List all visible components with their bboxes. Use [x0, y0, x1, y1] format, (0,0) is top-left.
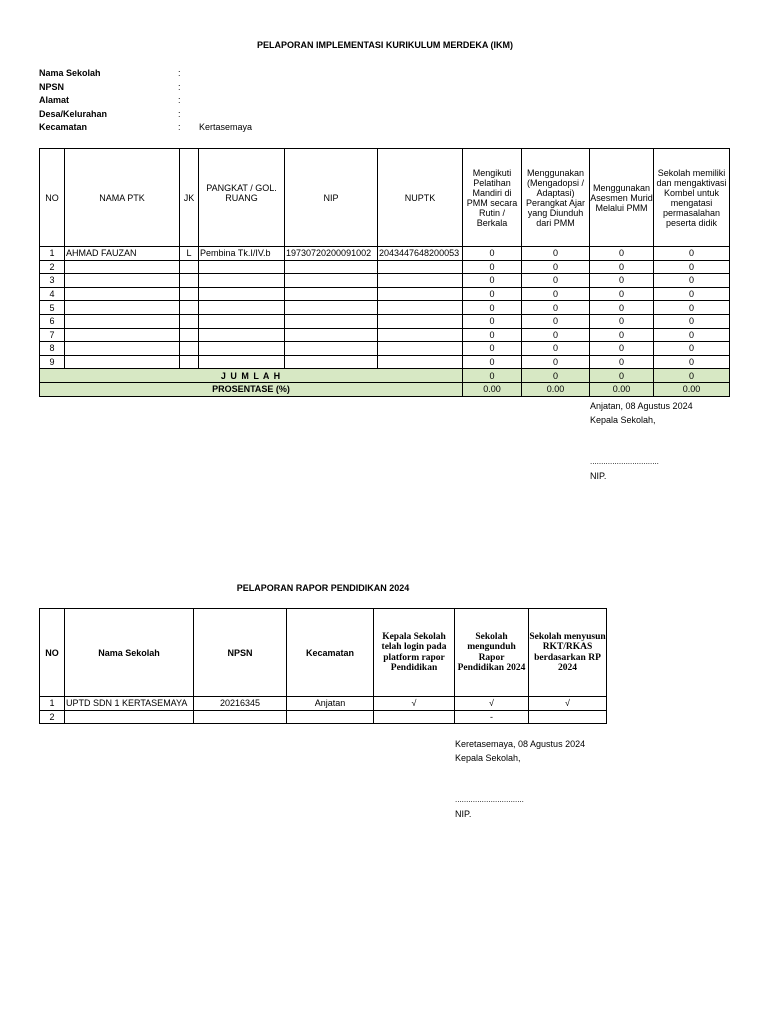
header-asesmen: Menggunakan Asesmen Murid Melalui PMM	[590, 149, 654, 247]
pelatihan-cell: 0	[463, 314, 522, 328]
asesmen-cell: 0	[590, 355, 654, 369]
unduh-rapor-cell: -	[455, 710, 529, 724]
perangkat-ajar-cell: 0	[522, 274, 590, 288]
nip-cell	[285, 342, 378, 356]
kombel-cell: 0	[654, 314, 730, 328]
signature-block-2	[455, 737, 585, 821]
nuptk-cell	[378, 260, 463, 274]
signature-role: Kepala Sekolah,	[455, 753, 521, 763]
table-row	[40, 710, 607, 724]
info-colon: :	[178, 95, 181, 106]
prosentase-row	[40, 382, 730, 396]
nama-ptk-cell	[65, 301, 180, 315]
pangkat-cell	[199, 301, 285, 315]
ikm-header-row	[40, 149, 730, 247]
pelatihan-cell: 0	[463, 355, 522, 369]
perangkat-ajar-cell: 0	[522, 287, 590, 301]
nama-ptk-cell	[65, 287, 180, 301]
npsn-cell	[194, 710, 287, 724]
kecamatan-cell: Anjatan	[287, 697, 374, 711]
nama-ptk-cell	[65, 328, 180, 342]
header-no: NO	[40, 609, 65, 697]
prosentase-value: 0.00	[522, 382, 590, 396]
kombel-cell: 0	[654, 328, 730, 342]
perangkat-ajar-cell: 0	[522, 247, 590, 261]
info-colon: :	[178, 68, 181, 78]
row-no: 9	[40, 355, 65, 369]
kombel-cell: 0	[654, 342, 730, 356]
perangkat-ajar-cell: 0	[522, 301, 590, 315]
nip-cell	[285, 328, 378, 342]
pelatihan-cell: 0	[463, 274, 522, 288]
table-row	[40, 342, 730, 356]
table-row	[40, 328, 730, 342]
info-nama-sekolah	[39, 67, 299, 81]
kombel-cell: 0	[654, 247, 730, 261]
kombel-cell: 0	[654, 355, 730, 369]
info-value: Kertasemaya	[199, 122, 253, 133]
row-no: 3	[40, 274, 65, 288]
header-nama-sekolah: Nama Sekolah	[65, 609, 194, 697]
asesmen-cell: 0	[590, 301, 654, 315]
nip-cell	[285, 355, 378, 369]
row-no: 2	[40, 710, 65, 724]
nama-ptk-cell: AHMAD FAUZAN	[65, 247, 180, 261]
rapor-table	[39, 608, 607, 724]
report1-title: PELAPORAN IMPLEMENTASI KURIKULUM MERDEKA (IKM)	[257, 40, 513, 50]
table-row	[40, 247, 730, 261]
header-nama-ptk: NAMA PTK	[65, 149, 180, 247]
kombel-cell: 0	[654, 274, 730, 288]
nama-ptk-cell	[65, 314, 180, 328]
login-rapor-cell: √	[374, 697, 455, 711]
perangkat-ajar-cell: 0	[522, 314, 590, 328]
header-no: NO	[40, 149, 65, 247]
pelatihan-cell: 0	[463, 342, 522, 356]
nip-cell	[285, 260, 378, 274]
kombel-cell: 0	[654, 287, 730, 301]
signature-role: Kepala Sekolah,	[590, 415, 656, 425]
header-nuptk: NUPTK	[378, 149, 463, 247]
header-jk: JK	[180, 149, 199, 247]
pelatihan-cell: 0	[463, 247, 522, 261]
info-desa	[39, 108, 299, 122]
info-colon: :	[178, 122, 181, 133]
nama-sekolah-cell: UPTD SDN 1 KERTASEMAYA	[65, 697, 194, 711]
pangkat-cell	[199, 328, 285, 342]
kombel-cell: 0	[654, 260, 730, 274]
perangkat-ajar-cell: 0	[522, 260, 590, 274]
jumlah-value: 0	[522, 369, 590, 383]
jumlah-row	[40, 369, 730, 383]
row-no: 5	[40, 301, 65, 315]
school-info	[39, 67, 299, 135]
asesmen-cell: 0	[590, 342, 654, 356]
nip-cell	[285, 314, 378, 328]
header-nip: NIP	[285, 149, 378, 247]
table-row	[40, 260, 730, 274]
asesmen-cell: 0	[590, 247, 654, 261]
jumlah-value: 0	[654, 369, 730, 383]
jk-cell	[180, 301, 199, 315]
report2-title: PELAPORAN RAPOR PENDIDIKAN 2024	[236, 583, 410, 593]
pangkat-cell	[199, 287, 285, 301]
ikm-table	[39, 148, 730, 397]
login-rapor-cell	[374, 710, 455, 724]
signature-block-1	[590, 399, 693, 483]
jumlah-value: 0	[590, 369, 654, 383]
info-colon: :	[178, 108, 181, 119]
npsn-cell: 20216345	[194, 697, 287, 711]
nuptk-cell	[378, 314, 463, 328]
prosentase-value: 0.00	[654, 382, 730, 396]
signature-nip: NIP.	[590, 471, 607, 481]
table-row	[40, 301, 730, 315]
info-npsn	[39, 81, 299, 95]
row-no: 8	[40, 342, 65, 356]
nuptk-cell	[378, 301, 463, 315]
info-colon: :	[178, 81, 181, 92]
info-label: Desa/Kelurahan	[39, 108, 108, 119]
row-no: 1	[40, 697, 65, 711]
pangkat-cell	[199, 355, 285, 369]
kecamatan-cell	[287, 710, 374, 724]
signature-line: ...............................	[455, 795, 524, 804]
nama-ptk-cell	[65, 260, 180, 274]
jk-cell	[180, 328, 199, 342]
nama-ptk-cell	[65, 342, 180, 356]
row-no: 7	[40, 328, 65, 342]
nama-sekolah-cell	[65, 710, 194, 724]
nip-cell	[285, 301, 378, 315]
pangkat-cell: Pembina Tk.I/IV.b	[199, 247, 285, 261]
perangkat-ajar-cell: 0	[522, 328, 590, 342]
nuptk-cell	[378, 342, 463, 356]
perangkat-ajar-cell: 0	[522, 355, 590, 369]
prosentase-label: PROSENTASE (%)	[40, 382, 463, 396]
header-unduh-rapor: Sekolah mengunduh Rapor Pendidikan 2024	[455, 609, 529, 697]
prosentase-value: 0.00	[463, 382, 522, 396]
rapor-header-row	[40, 609, 607, 697]
nuptk-cell: 2043447648200053	[378, 247, 463, 261]
nuptk-cell	[378, 355, 463, 369]
perangkat-ajar-cell: 0	[522, 342, 590, 356]
pelatihan-cell: 0	[463, 287, 522, 301]
nuptk-cell	[378, 287, 463, 301]
nuptk-cell	[378, 328, 463, 342]
info-label: Alamat	[39, 95, 70, 106]
asesmen-cell: 0	[590, 328, 654, 342]
info-alamat	[39, 94, 299, 108]
table-row	[40, 274, 730, 288]
nama-ptk-cell	[65, 274, 180, 288]
jumlah-label: J U M L A H	[40, 369, 463, 383]
pelatihan-cell: 0	[463, 328, 522, 342]
jk-cell	[180, 274, 199, 288]
header-npsn: NPSN	[194, 609, 287, 697]
table-row	[40, 355, 730, 369]
jk-cell	[180, 260, 199, 274]
jk-cell	[180, 342, 199, 356]
pangkat-cell	[199, 274, 285, 288]
rkt-rkas-cell: √	[529, 697, 607, 711]
prosentase-value: 0.00	[590, 382, 654, 396]
jk-cell	[180, 287, 199, 301]
header-kecamatan: Kecamatan	[287, 609, 374, 697]
info-label: Kecamatan	[39, 122, 88, 133]
row-no: 4	[40, 287, 65, 301]
header-kombel: Sekolah memiliki dan mengaktivasi Kombel untuk mengatasi permasalahan peserta didik	[654, 149, 730, 247]
nip-cell	[285, 274, 378, 288]
pelatihan-cell: 0	[463, 260, 522, 274]
asesmen-cell: 0	[590, 287, 654, 301]
jk-cell	[180, 314, 199, 328]
asesmen-cell: 0	[590, 314, 654, 328]
pangkat-cell	[199, 260, 285, 274]
info-kecamatan	[39, 121, 299, 135]
table-row	[40, 287, 730, 301]
signature-place-date: Keretasemaya, 08 Agustus 2024	[455, 739, 586, 749]
table-row	[40, 314, 730, 328]
jk-cell: L	[180, 247, 199, 261]
kombel-cell: 0	[654, 301, 730, 315]
header-login-rapor: Kepala Sekolah telah login pada platform rapor Pendidikan	[374, 609, 455, 697]
table-row	[40, 697, 607, 711]
jumlah-value: 0	[463, 369, 522, 383]
header-perangkat-ajar: Menggunakan (Mengadopsi / Adaptasi) Perangkat Ajar yang Diunduh dari PMM	[522, 149, 590, 247]
nuptk-cell	[378, 274, 463, 288]
asesmen-cell: 0	[590, 260, 654, 274]
signature-place-date: Anjatan, 08 Agustus 2024	[590, 401, 693, 411]
pelatihan-cell: 0	[463, 301, 522, 315]
info-label: NPSN	[39, 81, 65, 92]
pangkat-cell	[199, 342, 285, 356]
nip-cell	[285, 287, 378, 301]
header-rkt-rkas: Sekolah menyusun RKT/RKAS berdasarkan RP 2024	[529, 609, 607, 697]
row-no: 1	[40, 247, 65, 261]
pangkat-cell	[199, 314, 285, 328]
info-label: Nama Sekolah	[39, 68, 101, 78]
signature-nip: NIP.	[455, 809, 472, 819]
jk-cell	[180, 355, 199, 369]
asesmen-cell: 0	[590, 274, 654, 288]
rkt-rkas-cell	[529, 710, 607, 724]
header-pangkat: PANGKAT / GOL. RUANG	[199, 149, 285, 247]
header-pelatihan: Mengikuti Pelatihan Mandiri di PMM secara Rutin / Berkala	[463, 149, 522, 247]
nama-ptk-cell	[65, 355, 180, 369]
unduh-rapor-cell: √	[455, 697, 529, 711]
nip-cell: 19730720200091002	[285, 247, 378, 261]
signature-line: ...............................	[590, 457, 659, 466]
row-no: 6	[40, 314, 65, 328]
row-no: 2	[40, 260, 65, 274]
